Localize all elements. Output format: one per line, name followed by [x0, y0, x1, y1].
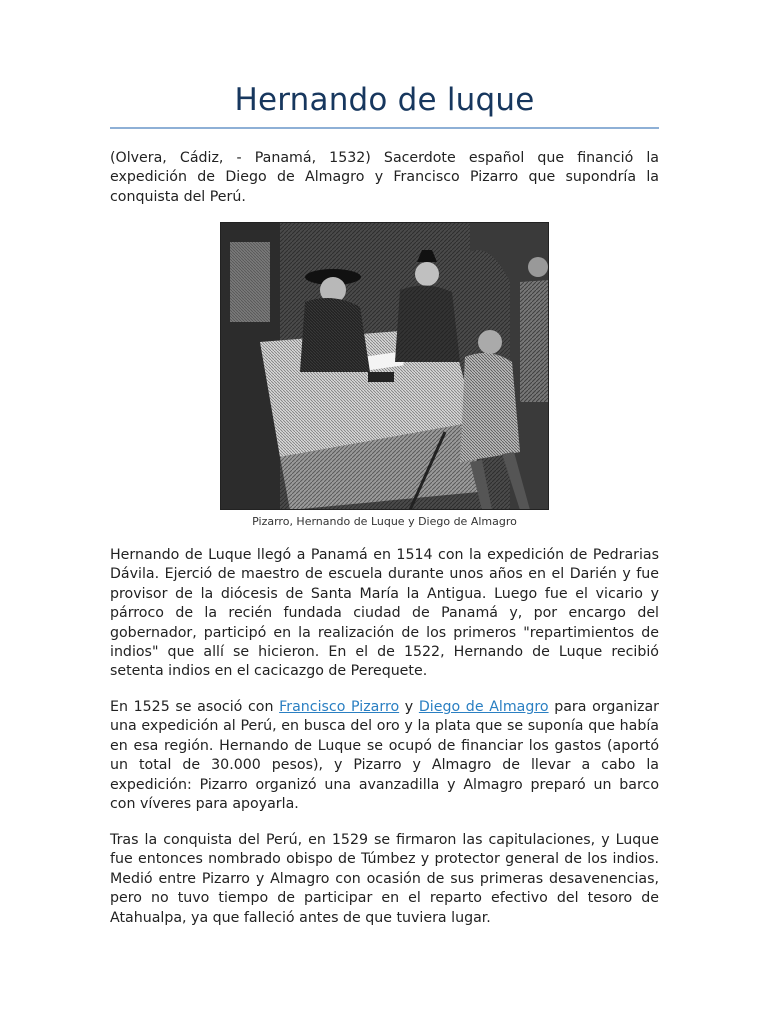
link-francisco-pizarro[interactable]: Francisco Pizarro — [279, 699, 400, 715]
text-segment: En 1525 se asoció con — [110, 699, 280, 715]
title-underline — [110, 127, 659, 129]
image-caption: Pizarro, Hernando de Luque y Diego de Almagro — [252, 515, 517, 528]
paragraph-expedition — [110, 698, 659, 814]
page-title: Hernando de luque — [234, 82, 535, 118]
link-diego-de-almagro[interactable]: Diego de Almagro — [418, 699, 549, 715]
text-segment: y — [399, 699, 419, 715]
paragraph-luque-panama: Hernando de Luque llegó a Panamá en 1514 con la expedición de Pedrarias Dávila. Ejerció de maestro de escuela durante unos años en el Darién y fue provisor de la diócesis de Santa María la Antigua. Luego fue el vicario y párroco de la recién fundada ciudad de Panamá y, por encargo del gobernador, participó en la realización de los primeros "repartimientos de indios" que allí se hicieron. En el de 1522, Hernando de Luque recibió setenta indios en el cacicazgo de Perequete. — [110, 547, 659, 680]
text-segment: para organizar una expedición al Perú, en busca del oro y la plata que se suponía que había en esa región. Hernando de Luque se ocupó de financiar los gastos (aportó un total de 30.000 pesos), y Pizarro y Almagro de llevar a cabo la expedición: Pizarro organizó una avanzadilla y Almagro preparó un barco con víveres para apoyarla. — [110, 699, 659, 813]
paragraph-conquest: Tras la conquista del Perú, en 1529 se firmaron las capitulaciones, y Luque fue entonces nombrado obispo de Túmbez y protector general de los indios. Medió entre Pizarro y Almagro con ocasión de sus primeras desavenencias, pero no tuvo tiempo de participar en el reparto efectivo del tesoro de Atahualpa, ya que falleció antes de que tuviera lugar. — [110, 832, 659, 926]
intro-paragraph: (Olvera, Cádiz, - Panamá, 1532) Sacerdote español que financió la expedición de Diego de Almagro y Francisco Pizarro que supondría la conquista del Perú. — [110, 150, 659, 205]
engraving-image — [220, 222, 549, 510]
